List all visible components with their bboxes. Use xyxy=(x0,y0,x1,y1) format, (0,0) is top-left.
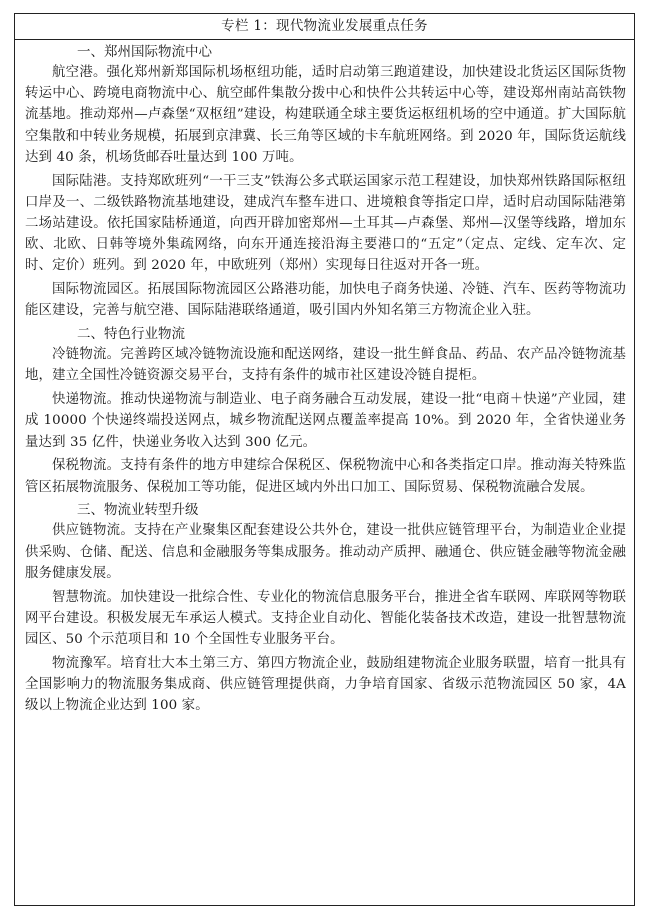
section-transformation xyxy=(25,500,626,716)
paragraph-supply-chain: 供应链物流。支持在产业聚集区配套建设公共外仓，建设一批供应链管理平台，为制造业企业提供采购、仓储、配送、信息和金融服务等集成服务。推动动产质押、融通仓、供应链金融等物流金融服务健康发展。 xyxy=(25,523,626,581)
paragraph-henan-logistics-army: 物流豫军。培育壮大本土第三方、第四方物流企业，鼓励组建物流企业服务联盟，培育一批具有全国影响力的物流服务集成商、供应链管理提供商，力争培育国家、省级示范物流园区 50 家，4A 级以上物流企业达到 100 家。 xyxy=(25,655,626,714)
task-column-box xyxy=(14,13,635,906)
section-heading: 二、特色行业物流 xyxy=(77,326,185,343)
paragraph-land-port: 国际陆港。支持郑欧班列“一干三支”铁海公多式联运国家示范工程建设，加快郑州铁路国际枢纽口岸及一、二级铁路物流基地建设，建成汽车整车进口、进境粮食等指定口岸，适时启动国际陆港第二场站建设。依托国家陆桥通道，向西开辟加密郑州—土耳其—卢森堡、郑州—汉堡等线路，增加东欧、北欧、日韩等境外集疏网络，向东开通连接沿海主要港口的“五定”（定点、定线、定车次、定时、定价）班列。到 2020 年，中欧班列（郑州）实现每日往返对开各一班。 xyxy=(25,173,626,274)
column-title: 专栏 1：现代物流业发展重点任务 xyxy=(15,14,634,40)
column-content xyxy=(15,40,634,716)
paragraph-cold-chain: 冷链物流。完善跨区域冷链物流设施和配送网络，建设一批生鲜食品、药品、农产品冷链物流基地，建立全国性冷链资源交易平台，支持有条件的城市社区建设冷链自提柜。 xyxy=(25,347,626,384)
paragraph-express: 快递物流。推动快递物流与制造业、电子商务融合互动发展，建设一批“电商＋快递”产业园，建成 10000 个快递终端投送网点，城乡物流配送网点覆盖率提高 10%。到 2020 年，全省快递业务量达到 35 亿件，快递业务收入达到 300 亿元。 xyxy=(25,392,626,450)
paragraph-logistics-park: 国际物流园区。拓展国际物流园区公路港功能，加快电子商务快递、冷链、汽车、医药等物流功能区建设，完善与航空港、国际陆港联络通道，吸引国内外知名第三方物流企业入驻。 xyxy=(25,282,626,319)
paragraph-bonded: 保税物流。支持有条件的地方申建综合保税区、保税物流中心和各类指定口岸。推动海关特殊监管区拓展物流服务、保税加工等功能，促进区域内外出口加工、国际贸易、保税物流融合发展。 xyxy=(25,458,626,495)
section-heading: 一、郑州国际物流中心 xyxy=(77,44,212,60)
paragraph-air-port: 航空港。强化郑州新郑国际机场枢纽功能，适时启动第三跑道建设，加快建设北货运区国际货物转运中心、跨境电商物流中心、航空邮件集散分拨中心和快件公共转运中心等，建设郑州南站高铁物流基地。推动郑州—卢森堡“双枢纽”建设，构建联通全球主要货运枢纽机场的空中通道。扩大国际航空集散和中转业务规模，拓展到京津冀、长三角等区域的卡车航班网络。到 2020 年，国际货运航线达到 40 条，机场货邮吞吐量达到 100 万吨。 xyxy=(25,65,626,165)
section-specialty-logistics xyxy=(25,324,626,498)
paragraph-smart-logistics: 智慧物流。加快建设一批综合性、专业化的物流信息服务平台，推进全省车联网、库联网等物联网平台建设。积极发展无车承运人模式。支持企业自动化、智能化装备技术改造，建设一批智慧物流园区、50 个示范项目和 10 个全国性专业服务平台。 xyxy=(25,589,626,648)
section-zhengzhou-logistics-center xyxy=(25,42,626,322)
section-heading: 三、物流业转型升级 xyxy=(77,502,199,519)
